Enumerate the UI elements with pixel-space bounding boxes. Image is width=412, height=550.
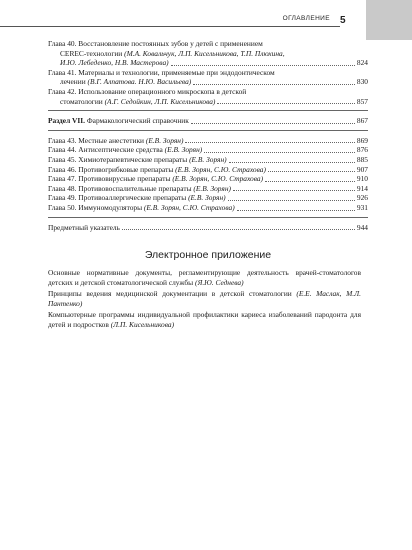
leader-dots [265,181,355,182]
leader-dots [229,162,355,163]
toc-line: Глава 45. Химиотерапевтические препараты [48,154,190,164]
toc-page: 926 [356,193,368,203]
toc-page: 869 [356,135,368,145]
page-corner-tab [366,0,412,40]
toc-line [60,97,215,107]
toc-entry-ch50[interactable] [48,203,368,213]
toc-page: 931 [356,202,368,212]
toc-line: Глава 41. Материалы и технологии, применяемые при эндодонтическом [48,67,275,77]
toc-entry-ch45[interactable] [48,155,368,165]
section-divider [48,110,368,111]
toc-authors: (Е.В. Зорян) [193,183,231,193]
toc-page: 885 [356,154,368,164]
toc-authors: (Е.В. Зорян) [145,135,184,145]
toc-entry-ch46[interactable] [48,165,368,175]
toc-entry-ch49[interactable] [48,193,368,203]
leader-dots [237,210,355,211]
leader-dots [217,103,355,104]
leader-dots [233,190,355,191]
electronic-appendix-title: Электронное приложение [144,249,272,261]
toc-entry-ch40[interactable] [48,39,368,68]
toc-line [48,58,368,68]
leader-dots [185,142,354,143]
toc-line: Предметный указатель [48,222,120,232]
leader-dots [268,171,355,172]
toc-authors: (Е.В. Зорян) [164,145,203,155]
toc-line: Глава 50. Иммуномодуляторы [48,202,144,212]
toc-page: 944 [356,222,368,232]
toc-line: Глава 40. Восстановление постоянных зубов у детей с применением [48,39,263,48]
toc-line: Глава 48. Противовоспалительные препараты [48,183,194,193]
toc-page: 830 [356,77,368,87]
toc-entry-ch43[interactable] [48,136,368,146]
toc-line [48,97,368,107]
leader-dots [193,84,355,85]
appendix-item-text: Основные нормативные документы, регламентирующие деятельность врачей-стоматологов детских и детской стоматологической службы [48,268,361,287]
toc-page: 857 [356,96,368,106]
toc-authors: (Е.В. Зорян) [189,154,227,164]
toc-line [48,193,226,203]
leader-dots [191,123,355,124]
header-title: ОГЛАВЛЕНИЕ [282,15,330,22]
appendix-item[interactable] [48,268,361,287]
toc-line [60,77,191,87]
appendix-item-author: (Л.П. Кисельникова) [110,319,175,329]
toc-line [48,165,266,175]
toc-page: 907 [356,164,368,174]
toc-line [60,58,169,68]
toc-line: Глава 42. Использование операционного микроскопа в детской [48,86,247,96]
toc-line: стоматологии [60,96,105,106]
appendix-item-author: (Я.Ю. Седнева) [195,277,244,287]
toc-authors: (М.А. Ковальчук, Л.П. Кисельникова, Т.П. Плюхина, [124,48,285,58]
leader-dots [122,229,355,230]
appendix-item-author: (Е.Е. Маслак, М.Л. Пантенко) [48,289,361,308]
toc-part-label: Раздел VII. [48,116,85,126]
appendix-item[interactable] [48,289,361,308]
table-of-contents [48,39,368,232]
toc-line: Глава 46. Противогрибковые препараты [48,164,176,174]
toc-authors: (А.Г. Седойкин, Л.П. Кисельникова) [104,96,216,106]
toc-authors: (Е.В. Зорян, С.Ю. Страхова) [172,174,264,184]
toc-line: CEREC-технологии [60,48,125,58]
toc-line: Глава 47. Противовирусные препараты [48,174,173,184]
running-header [0,15,340,27]
toc-authors: (В.Г. Алпатова. Н.Ю. Васильева) [87,77,192,87]
toc-authors: (Е.В. Зорян, С.Ю. Страхова) [175,164,266,174]
toc-line: Глава 44. Антисептические средства [48,145,165,155]
toc-line [48,155,227,165]
appendix-item-text: Компьютерные программы индивидуальной профилактики кариеса изаболеваний пародонта для детей и подростков [48,310,361,329]
toc-entry-ch48[interactable] [48,184,368,194]
appendix-item-text: Принципы ведения медицинской документации в детской стоматологии [48,289,297,299]
toc-line [48,49,368,59]
toc-entry-ch44[interactable] [48,145,368,155]
toc-entry-ch47[interactable] [48,174,368,184]
toc-line [48,145,202,155]
toc-page: 876 [356,145,368,155]
toc-entry-ch42[interactable] [48,87,368,106]
toc-line [48,116,189,126]
toc-line [48,174,263,184]
toc-line: лечении [60,77,88,87]
toc-authors: И.Ю. Лебеденко, Н.В. Мастерова) [60,58,169,68]
electronic-appendix-list [48,268,361,332]
leader-dots [228,200,355,201]
section-divider [48,130,368,131]
toc-line: Глава 43. Местные анестетики [48,135,146,145]
toc-page: 824 [356,58,368,68]
appendix-item[interactable] [48,310,361,329]
toc-entry-part7[interactable] [48,116,368,126]
toc-entry-index[interactable] [48,223,368,233]
page-number: 5 [340,15,346,26]
toc-page: 867 [356,116,368,126]
toc-line [48,184,231,194]
toc-line [48,136,183,146]
section-divider [48,217,368,218]
toc-authors: (Е.В. Зорян, С.Ю. Страхова) [143,202,235,212]
toc-page: 914 [356,183,368,193]
toc-line: Глава 49. Противоаллергические препараты [48,193,189,203]
toc-line [48,77,368,87]
toc-authors: (Е.В. Зорян) [188,193,226,203]
header-rule [0,26,340,27]
toc-entry-ch41[interactable] [48,68,368,87]
leader-dots [171,65,355,66]
leader-dots [204,152,355,153]
toc-line: Фармакологический справочник [85,116,189,126]
toc-line [48,203,235,213]
toc-page: 910 [356,174,368,184]
